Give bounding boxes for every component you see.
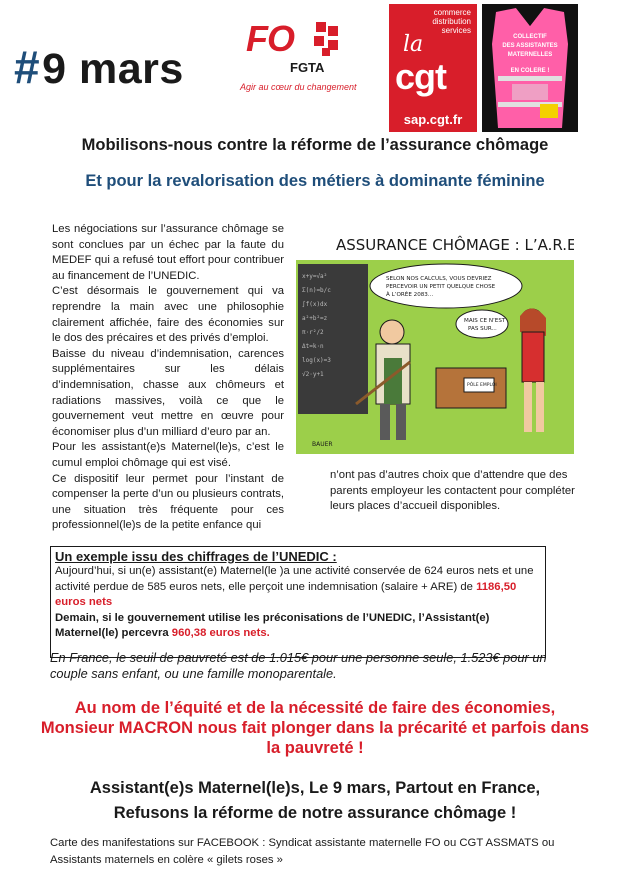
svg-text:log(x)=3: log(x)=3 [302,357,331,364]
fo-fgta-logo [238,16,357,102]
final-call-line-1: Assistant(e)s Maternel(le)s, Le 9 mars, Partout en France, [89,779,541,797]
poverty-threshold-text: En France, le seuil de pauvreté est de 1.015€ pour une personne seule, 1.523€ pour un couple sans enfant, ou une famille monoparentale. [50,650,547,681]
page-title-text: 9 mars [42,45,184,93]
example-text: Demain, si le gouvernement utilise les préconisations de l’UNEDIC, l’Assistant(e) Maternel(le) percevra [55,611,490,640]
speech-bubble-1: SELON NOS CALCULS, VOUS DEVRIEZ PERCEVOIR UN PETIT QUELQUE CHOSE À L’ORÉE 2083... [386,276,496,298]
fo-logo-letters: FO [246,18,294,59]
page-title [14,40,184,94]
unedic-example-box [50,546,546,658]
svg-text:√2·y+1: √2·y+1 [302,371,324,378]
pink-vest-icon [482,4,578,132]
body-paragraph: C’est désormais le gouvernement qui va reprendre la main avec une philosophie clairement affichée, faire des économies sur le dos des précaires et des privés d’emploi. [52,285,284,345]
red-call-to-action: Au nom de l’équité et de la nécessité de faire des économies, Monsieur MACRON nous fait plonger dans la précarité et parfois dans la pauvreté ! [40,699,590,757]
desk-label: PÔLE EMPLOI [467,383,497,388]
cartoon-title: ASSURANCE CHÔMAGE : L’A.R.E [336,236,574,254]
cgt-word: cgt [395,56,446,97]
gilet-text: MATERNELLES [507,52,553,58]
example-line-1 [55,564,541,610]
fo-slogan: Agir au cœur du changement [240,82,357,92]
svg-text:∫f(x)dx: ∫f(x)dx [302,301,328,308]
main-headline: Mobilisons-nous contre la réforme de l’assurance chômage [81,136,549,154]
gilet-text: DES ASSISTANTES [502,43,558,49]
svg-text:Σ(n)=b/c: Σ(n)=b/c [302,287,331,294]
svg-text:π·r²/2: π·r²/2 [302,329,324,336]
gilet-text: EN COLERE ! [510,68,550,74]
gilets-roses-logo [482,4,578,132]
speech-bubble-2: MAIS CE N’EST PAS SUR... [464,318,506,332]
fo-fgta-name: FGTA [290,60,325,75]
body-right-continuation: n’ont pas d’autres choix que d’attendre que des parents employeur les contactent pour compléter leurs places d’accueil disponibles. [330,469,575,513]
body-left-column [52,222,284,534]
hash-symbol: # [14,41,41,93]
final-call-line-2: Refusons la réforme de notre assurance chômage ! [113,804,517,822]
example-title: Un exemple issu des chiffrages de l’UNEDIC : [55,549,337,564]
cgt-logo [389,4,477,132]
svg-text:a²+b²=z: a²+b²=z [302,315,328,322]
example-line-2 [55,611,541,642]
cgt-la-text: la [403,32,424,57]
cgt-top-line: services [441,26,471,35]
cgt-top-line: distribution [432,17,471,26]
gilet-text: COLLECTIF [513,34,547,40]
cgt-url: sap.cgt.fr [389,112,477,127]
example-text: Aujourd’hui, si un(e) assistant(e) Maternel(le )a une activité conservée de 624 euros nets et une activité perdue de 585 euros nets, elle perçoit une indemnisation (salaire + ARE) de [55,565,534,593]
cartoon-signature: BAUER [312,441,333,448]
body-paragraph: Ce dispositif leur permet pour l’instant de compenser la perte d’un ou plusieurs contrats, une situation très fréquente pour ces professionnel(le)s de la petite enfance qui [52,472,284,532]
final-call [30,776,600,826]
body-paragraph: Les négociations sur l’assurance chômage se sont conclues par un échec par la faute du MEDEF qui a refusé tout effort pour contribuer au financement de l’UNEDIC. [52,223,284,282]
footer-note: Carte des manifestations sur FACEBOOK : Syndicat assistante maternelle FO ou CGT ASSMATS ou Assistants maternels en colère « gilets roses » [50,837,555,866]
sub-headline: Et pour la revalorisation des métiers à dominante féminine [85,172,545,190]
svg-text:x+y=√a²: x+y=√a² [302,273,328,280]
svg-text:Δt=k·n: Δt=k·n [302,343,324,350]
body-paragraph: Pour les assistant(e)s Maternel(le)s, c’est le cumul emploi chômage qui est visé. [52,441,284,469]
fo-flower-icon [312,20,346,60]
amount-tomorrow: 960,38 euros nets. [171,627,270,640]
warning-sign-icon [540,104,558,118]
cgt-federation-text [389,8,477,35]
body-paragraph: Baisse du niveau d’indemnisation, carences supplémentaires sur les délais d’indemnisation, chasse aux chômeurs et radiations massives, voilà ce que le gouvernement veut mettre en œuvre pour économiser plus d’un milliard d’euro par an. [52,347,284,438]
cgt-top-line: commerce [433,8,471,17]
cartoon-illustration [296,228,574,454]
amount-today: 1186,50 euros nets [55,580,517,609]
